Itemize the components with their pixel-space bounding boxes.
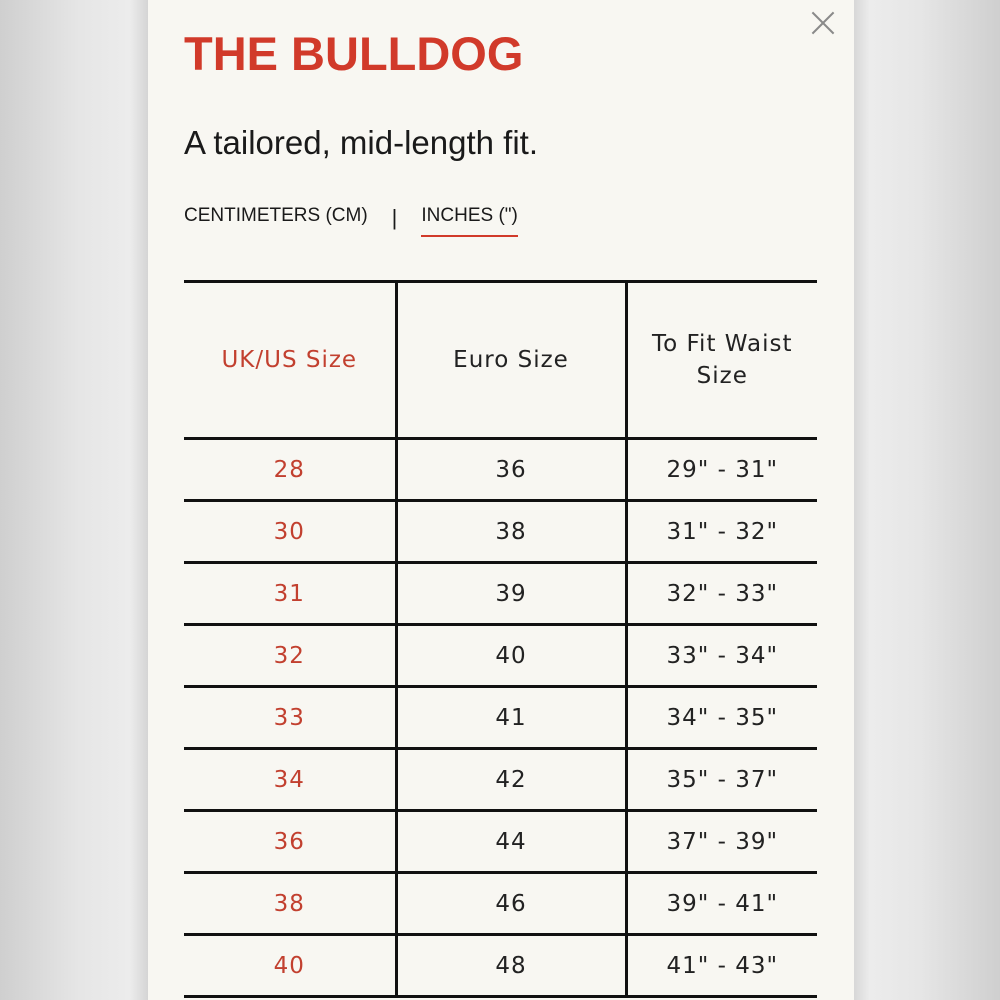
- unit-separator: |: [391, 205, 398, 230]
- product-title: THE BULLDOG: [184, 27, 524, 80]
- table-row: [184, 687, 817, 749]
- uk-us-size-cell: 28: [184, 439, 396, 501]
- close-icon[interactable]: [808, 8, 838, 38]
- euro-size-cell: 39: [396, 563, 626, 625]
- table-row: [184, 811, 817, 873]
- waist-size-cell: 32" - 33": [626, 563, 817, 625]
- euro-size-cell: 48: [396, 935, 626, 997]
- header-euro-size: Euro Size: [396, 282, 626, 439]
- table-row: [184, 873, 817, 935]
- uk-us-size-cell: 32: [184, 625, 396, 687]
- size-guide-modal: [148, 0, 854, 1000]
- euro-size-cell: 38: [396, 501, 626, 563]
- uk-us-size-cell: 31: [184, 563, 396, 625]
- waist-size-cell: 41" - 43": [626, 935, 817, 997]
- fit-description: A tailored, mid-length fit.: [184, 124, 539, 161]
- size-table: [184, 280, 817, 998]
- table-row: [184, 935, 817, 997]
- table-row: [184, 563, 817, 625]
- tab-centimeters[interactable]: CENTIMETERS (CM): [184, 205, 368, 226]
- euro-size-cell: 42: [396, 749, 626, 811]
- euro-size-cell: 36: [396, 439, 626, 501]
- uk-us-size-cell: 33: [184, 687, 396, 749]
- euro-size-cell: 41: [396, 687, 626, 749]
- table-row: [184, 625, 817, 687]
- waist-size-cell: 34" - 35": [626, 687, 817, 749]
- uk-us-size-cell: 38: [184, 873, 396, 935]
- table-row: [184, 749, 817, 811]
- table-row: [184, 501, 817, 563]
- uk-us-size-cell: 30: [184, 501, 396, 563]
- waist-size-cell: 35" - 37": [626, 749, 817, 811]
- header-uk-us-size: UK/US Size: [184, 282, 396, 439]
- euro-size-cell: 46: [396, 873, 626, 935]
- uk-us-size-cell: 34: [184, 749, 396, 811]
- waist-size-cell: 33" - 34": [626, 625, 817, 687]
- unit-toggle: [184, 205, 518, 245]
- table-row: [184, 439, 817, 501]
- waist-size-cell: 37" - 39": [626, 811, 817, 873]
- waist-size-cell: 29" - 31": [626, 439, 817, 501]
- euro-size-cell: 40: [396, 625, 626, 687]
- waist-size-cell: 31" - 32": [626, 501, 817, 563]
- euro-size-cell: 44: [396, 811, 626, 873]
- tab-inches[interactable]: INCHES ("): [421, 205, 517, 237]
- uk-us-size-cell: 36: [184, 811, 396, 873]
- table-header-row: [184, 282, 817, 439]
- waist-size-cell: 39" - 41": [626, 873, 817, 935]
- header-waist-size: To Fit Waist Size: [626, 282, 817, 439]
- uk-us-size-cell: 40: [184, 935, 396, 997]
